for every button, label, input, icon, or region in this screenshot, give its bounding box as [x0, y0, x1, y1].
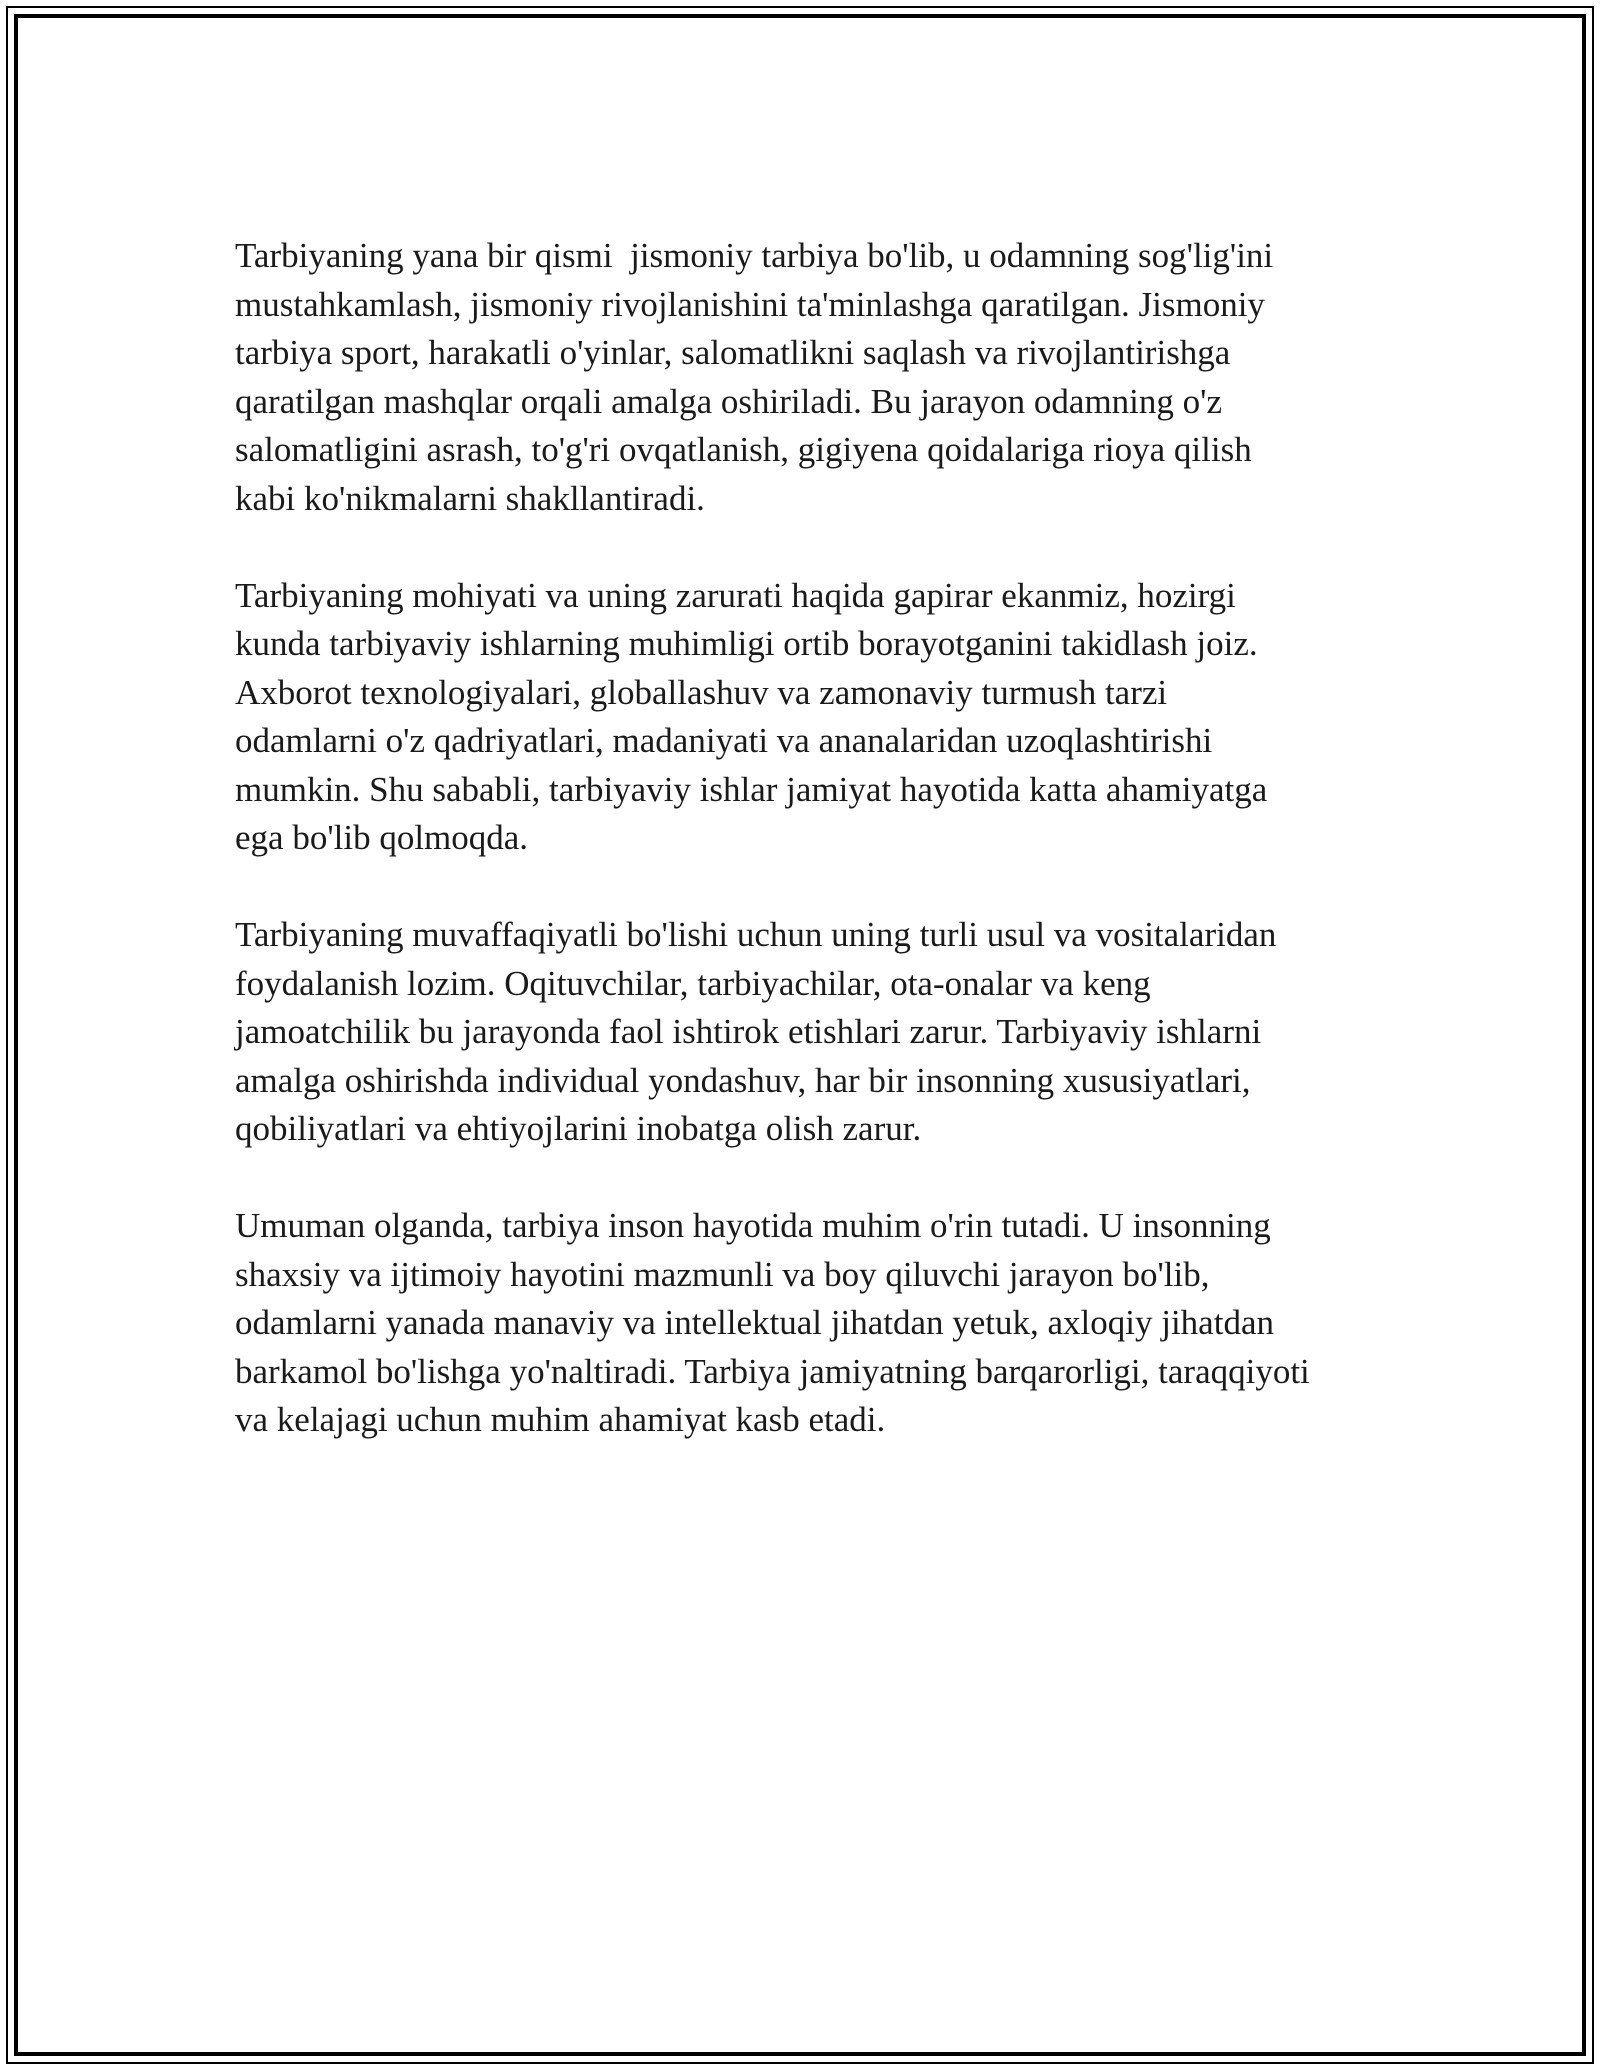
document-body — [235, 232, 1385, 1445]
paragraph-physical-education: Tarbiyaning yana bir qismi jismoniy tarbiya bo'lib, u odamning sog'lig'ini mustahkamlash, jismoniy rivojlanishini ta'minlashga qaratilgan. Jismoniy tarbiya sport, harakatli o'yinlar, salomatlikni saqlash va rivojlantirishga qaratilgan mashqlar orqali amalga oshiriladi. Bu jarayon odamning o'z salomatligini asrash, to'g'ri ovqatlanish, gigiyena qoidalariga rioya qilish kabi ko'nikmalarni shakllantiradi. — [235, 236, 1274, 518]
paragraph-methods-of-upbringing: Tarbiyaning muvaffaqiyatli bo'lishi uchun uning turli usul va vositalaridan foydalanish lozim. Oqituvchilar, tarbiyachilar, ota-onalar va keng jamoatchilik bu jarayonda faol ishtirok etishlari zarur. Tarbiyaviy ishlarni amalga oshirishda individual yondashuv, har bir insonning xususiyatlari, qobiliyatlari va ehtiyojlarini inobatga olish zarur. — [235, 915, 1277, 1148]
paragraph-conclusion: Umuman olganda, tarbiya inson hayotida muhim o'rin tutadi. U insonning shaxsiy va ijtimoiy hayotini mazmunli va boy qiluvchi jarayon bo'lib, odamlarni yanada manaviy va intellektual jihatdan yetuk, axloqiy jihatdan barkamol bo'lishga yo'naltiradi. Tarbiya jamiyatning barqarorligi, taraqqiyoti va kelajagi uchun muhim ahamiyat kasb etadi. — [235, 1206, 1310, 1439]
paragraph-essence-of-upbringing: Tarbiyaning mohiyati va uning zarurati haqida gapirar ekanmiz, hozirgi kunda tarbiyaviy ishlarning muhimligi ortib borayotganini takidlash joiz. Axborot texnologiyalari, globallashuv va zamonaviy turmush tarzi odamlarni o'z qadriyatlari, madaniyati va ananalaridan uzoqlashtirishi mumkin. Shu sababli, tarbiyaviy ishlar jamiyat hayotida katta ahamiyatga ega bo'lib qolmoqda. — [235, 575, 1268, 857]
